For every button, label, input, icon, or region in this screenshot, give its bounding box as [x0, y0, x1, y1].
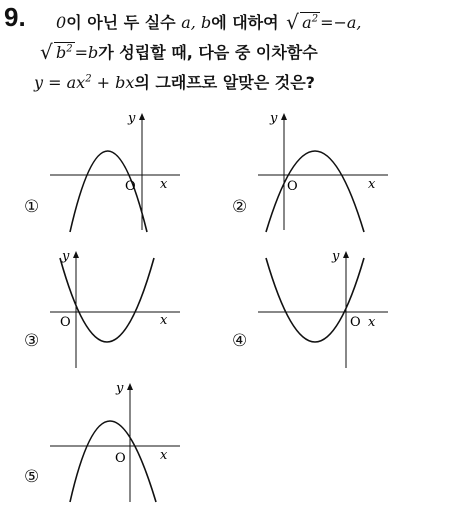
formula-right: + bx: [91, 73, 135, 92]
equals-neg-a: =−a,: [320, 13, 362, 32]
x-label: x: [160, 313, 168, 328]
question-text-1: 이 아닌 두 실수: [66, 13, 182, 32]
y-label: y: [128, 111, 136, 126]
choice-4-label[interactable]: ④: [232, 331, 248, 351]
y-label: y: [332, 249, 340, 264]
comma: ,: [190, 13, 201, 32]
choice-4-graph: [258, 248, 398, 373]
var-b: b: [200, 13, 212, 32]
choice-2-graph: [258, 110, 398, 235]
question-line-2: [38, 40, 318, 63]
choice-5-label[interactable]: ⑤: [24, 467, 40, 487]
parabola: [70, 421, 156, 502]
zero-value: 0: [56, 13, 67, 32]
y-arrow: [73, 251, 79, 258]
y-label: y: [116, 381, 124, 396]
parabola: [266, 151, 364, 232]
choice-2-label[interactable]: ②: [232, 197, 248, 217]
question-text-3: 가 성립할 때, 다음 중 이차함수: [98, 43, 318, 62]
equals-b: =b: [74, 43, 99, 62]
parabola: [60, 258, 154, 342]
question-text-2: 에 대하여: [211, 13, 285, 32]
choice-5-graph: [50, 380, 190, 505]
question-text-4: 의 그래프로 알맞은 것은?: [134, 73, 315, 92]
x-label: x: [160, 448, 168, 463]
choice-1-graph: [50, 110, 190, 235]
formula-left: y = ax: [34, 73, 86, 92]
y-arrow: [127, 383, 133, 390]
y-arrow: [139, 113, 145, 120]
origin-label: O: [287, 179, 298, 194]
exponent: 2: [66, 43, 73, 55]
origin-label: O: [125, 179, 136, 194]
question-number: 9.: [4, 2, 26, 32]
x-label: x: [368, 315, 376, 330]
sqrt-a-base: a: [302, 13, 312, 32]
origin-label: O: [115, 451, 126, 466]
var-a: a: [181, 13, 191, 32]
choice-1-label[interactable]: ①: [24, 197, 40, 217]
x-label: x: [368, 177, 376, 192]
y-label: y: [270, 111, 278, 126]
sqrt-b-squared: [44, 43, 75, 62]
y-arrow: [343, 251, 349, 258]
x-label: x: [160, 177, 168, 192]
choice-3-graph: [50, 248, 190, 373]
choice-3-label[interactable]: ③: [24, 331, 40, 351]
origin-label: O: [350, 315, 361, 330]
sqrt-b-base: b: [56, 43, 67, 62]
exponent: 2: [85, 73, 92, 85]
origin-label: O: [60, 315, 71, 330]
sqrt-a-squared: [290, 13, 320, 32]
y-arrow: [281, 113, 287, 120]
question-line-1: [56, 10, 362, 33]
question-line-3: [34, 70, 315, 93]
y-label: y: [62, 249, 70, 264]
exponent: 2: [311, 13, 319, 25]
